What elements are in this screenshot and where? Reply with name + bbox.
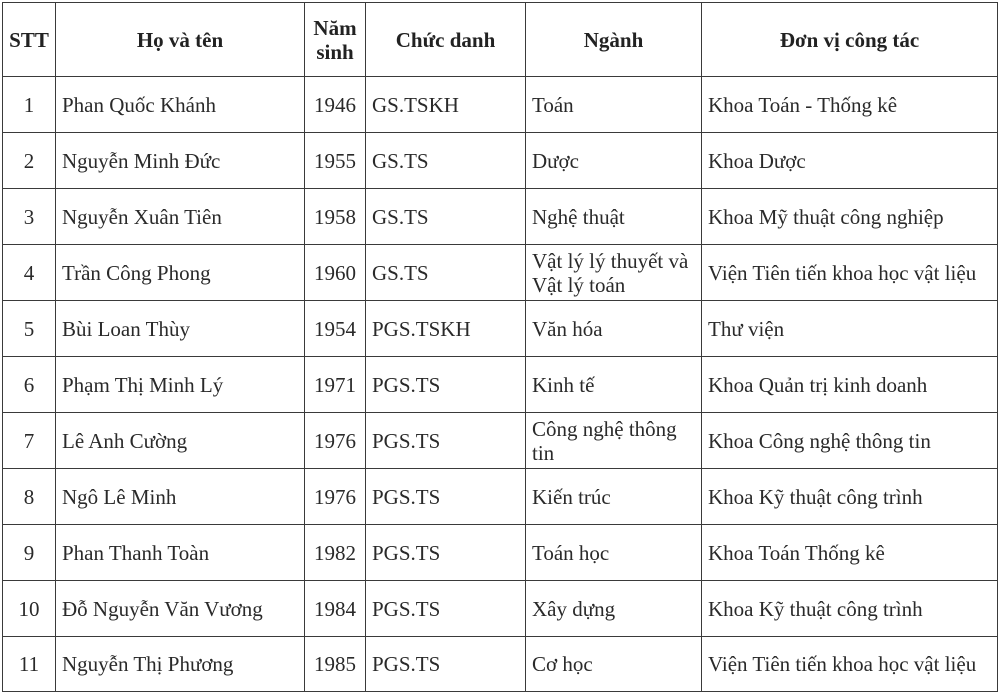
- table-row: [3, 77, 998, 133]
- cell-stt: 7: [3, 413, 56, 469]
- cell-academic-title: PGS.TS: [366, 525, 526, 581]
- cell-stt: 2: [3, 133, 56, 189]
- cell-field: Kinh tế: [526, 357, 702, 413]
- cell-academic-title: GS.TSKH: [366, 77, 526, 133]
- cell-work-unit: Khoa Kỹ thuật công trình: [702, 469, 998, 525]
- cell-stt: 6: [3, 357, 56, 413]
- table-row: [3, 581, 998, 637]
- header-title: Chức danh: [366, 3, 526, 77]
- cell-field: Xây dựng: [526, 581, 702, 637]
- cell-stt: 4: [3, 245, 56, 301]
- cell-birth-year: 1984: [305, 581, 366, 637]
- header-field: Ngành: [526, 3, 702, 77]
- cell-academic-title: GS.TS: [366, 133, 526, 189]
- cell-academic-title: PGS.TS: [366, 413, 526, 469]
- cell-field: Dược: [526, 133, 702, 189]
- cell-name: Ngô Lê Minh: [56, 469, 305, 525]
- cell-work-unit: Khoa Toán Thống kê: [702, 525, 998, 581]
- cell-name: Nguyễn Thị Phương: [56, 637, 305, 692]
- cell-work-unit: Khoa Quản trị kinh doanh: [702, 357, 998, 413]
- cell-work-unit: Khoa Toán - Thống kê: [702, 77, 998, 133]
- cell-stt: 5: [3, 301, 56, 357]
- cell-name: Phan Thanh Toàn: [56, 525, 305, 581]
- cell-name: Đỗ Nguyễn Văn Vương: [56, 581, 305, 637]
- cell-name: Trần Công Phong: [56, 245, 305, 301]
- table-row: [3, 301, 998, 357]
- cell-birth-year: 1976: [305, 413, 366, 469]
- cell-academic-title: GS.TS: [366, 245, 526, 301]
- table-row: [3, 525, 998, 581]
- cell-name: Phan Quốc Khánh: [56, 77, 305, 133]
- table-row: [3, 245, 998, 301]
- cell-academic-title: PGS.TS: [366, 581, 526, 637]
- cell-work-unit: Khoa Kỹ thuật công trình: [702, 581, 998, 637]
- cell-stt: 8: [3, 469, 56, 525]
- cell-birth-year: 1976: [305, 469, 366, 525]
- cell-field: Toán: [526, 77, 702, 133]
- header-row: [3, 3, 998, 77]
- table-row: [3, 469, 998, 525]
- cell-name: Nguyễn Minh Đức: [56, 133, 305, 189]
- header-unit: Đơn vị công tác: [702, 3, 998, 77]
- cell-academic-title: PGS.TS: [366, 357, 526, 413]
- cell-name: Bùi Loan Thùy: [56, 301, 305, 357]
- cell-birth-year: 1946: [305, 77, 366, 133]
- cell-stt: 9: [3, 525, 56, 581]
- cell-birth-year: 1982: [305, 525, 366, 581]
- cell-stt: 11: [3, 637, 56, 692]
- cell-work-unit: Khoa Dược: [702, 133, 998, 189]
- table-body: [3, 77, 998, 692]
- table-row: [3, 637, 998, 692]
- cell-stt: 3: [3, 189, 56, 245]
- table-row: [3, 133, 998, 189]
- cell-field: Nghệ thuật: [526, 189, 702, 245]
- cell-name: Nguyễn Xuân Tiên: [56, 189, 305, 245]
- cell-academic-title: PGS.TS: [366, 469, 526, 525]
- cell-field: Kiến trúc: [526, 469, 702, 525]
- cell-birth-year: 1971: [305, 357, 366, 413]
- cell-work-unit: Viện Tiên tiến khoa học vật liệu: [702, 245, 998, 301]
- cell-academic-title: GS.TS: [366, 189, 526, 245]
- cell-work-unit: Khoa Mỹ thuật công nghiệp: [702, 189, 998, 245]
- staff-table: [2, 2, 998, 692]
- cell-birth-year: 1955: [305, 133, 366, 189]
- cell-work-unit: Viện Tiên tiến khoa học vật liệu: [702, 637, 998, 692]
- cell-academic-title: PGS.TS: [366, 637, 526, 692]
- table-row: [3, 357, 998, 413]
- header-name: Họ và tên: [56, 3, 305, 77]
- header-year-line1: Năm: [313, 15, 357, 40]
- cell-field: Vật lý lý thuyết và Vật lý toán: [526, 245, 702, 301]
- header-year-line2: sinh: [316, 39, 354, 64]
- cell-stt: 1: [3, 77, 56, 133]
- cell-field: Văn hóa: [526, 301, 702, 357]
- cell-field: Cơ học: [526, 637, 702, 692]
- cell-birth-year: 1958: [305, 189, 366, 245]
- table-row: [3, 413, 998, 469]
- cell-birth-year: 1954: [305, 301, 366, 357]
- table-row: [3, 189, 998, 245]
- cell-field: Công nghệ thông tin: [526, 413, 702, 469]
- cell-name: Phạm Thị Minh Lý: [56, 357, 305, 413]
- cell-name: Lê Anh Cường: [56, 413, 305, 469]
- cell-field: Toán học: [526, 525, 702, 581]
- cell-birth-year: 1985: [305, 637, 366, 692]
- cell-stt: 10: [3, 581, 56, 637]
- cell-work-unit: Thư viện: [702, 301, 998, 357]
- table-header: [3, 3, 998, 77]
- header-stt: STT: [3, 3, 56, 77]
- header-year: [305, 3, 366, 77]
- cell-work-unit: Khoa Công nghệ thông tin: [702, 413, 998, 469]
- cell-academic-title: PGS.TSKH: [366, 301, 526, 357]
- cell-birth-year: 1960: [305, 245, 366, 301]
